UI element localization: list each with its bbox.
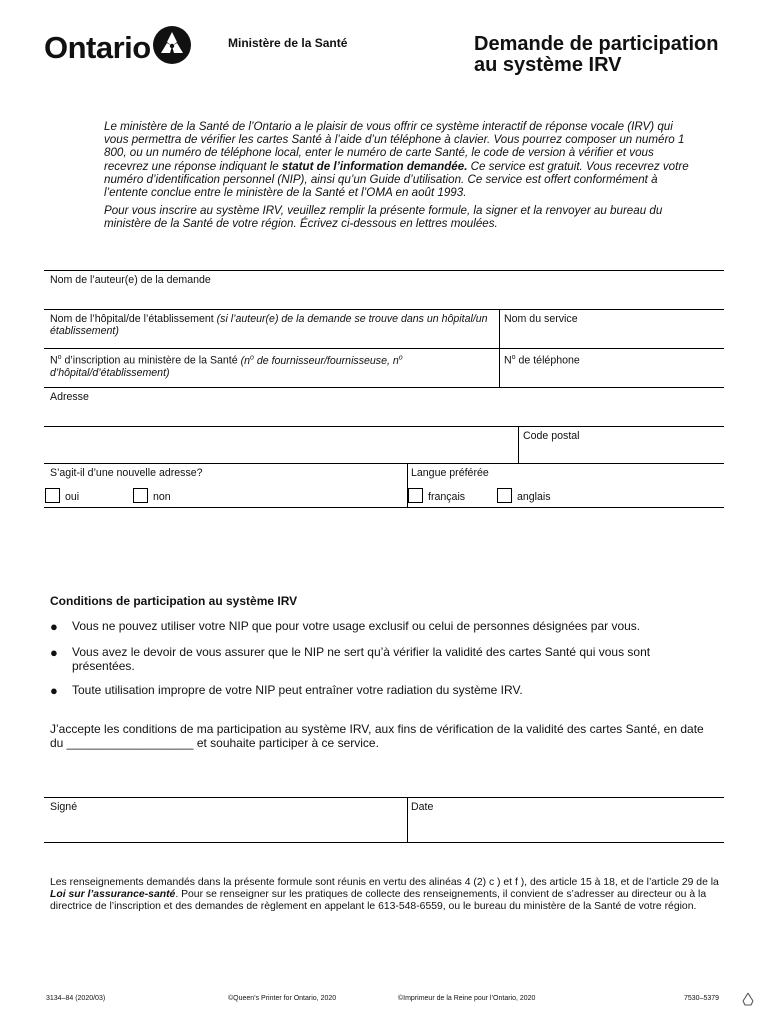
intro-paragraph-1: Le ministère de la Santé de l’Ontario a le plaisir de vous offrir ce système interactif de réponse vocale (IRV) qui vous permettra de vérifier les cartes Santé à l’aide d’un téléphone à clavier. Vous pourrez composer un numéro 1 800, ou un numéro de téléphone local, enter le numéro de carte Santé, le code de version à vérifier et vous recevrez une réponse indiquant le statut de l’information demandée. Ce service est gratuit. Vous recevrez votre numéro d’identification personnel (NIP), ainsi qu’un Guide d’utilisation. Ce service est offert conformément à l’entente conclue entre le ministère de la Santé et l’OMA en août 1993. [104,120,689,200]
yes-label: oui [65,491,80,503]
acceptance-statement: J’accepte les conditions de ma participation au système IRV, aux fins de vérification de la validité des cartes Santé, en date du ___________________ et souhaite participer à ce service. [50,722,704,750]
form-title [474,34,754,76]
form-line [44,426,724,427]
form-line [44,507,724,508]
french-checkbox[interactable] [408,488,423,503]
date-label: Date [411,801,434,813]
form-divider [407,797,408,842]
intro-text [104,120,694,236]
hospital-name-label: Nom de l’hôpital/de l’établissement (si l’auteur(e) de la demande se trouve dans un hôpital/un établissement) [50,313,488,337]
no-checkbox[interactable] [133,488,148,503]
form-line [44,387,724,388]
form-number: 3134–84 (2020/03) [46,995,106,1002]
condition-item: ● Vous avez le devoir de vous assurer que le NIP ne sert qu’à vérifier la validité des cartes Santé qui vous sont présentées. [50,645,651,673]
english-label: anglais [517,491,551,503]
ministry-name: Ministère de la Santé [228,36,348,50]
copyright-english: ©Queen’s Printer for Ontario, 2020 [228,995,337,1002]
french-label: français [428,491,466,503]
postal-code-label: Code postal [523,430,580,442]
bullet-icon: ● [50,683,58,698]
form-divider [518,426,519,463]
registration-number-label: $N^o$ d’inscription au ministère de la Santé ($n^o$ de fournisseur/fournisseuse, $n^o$ d’hôpital/d’établissement) [50,354,403,379]
yes-checkbox[interactable] [45,488,60,503]
english-checkbox[interactable] [497,488,512,503]
condition-item: ● Toute utilisation impropre de votre NIP peut entraîner votre radiation du système IRV. [50,683,523,698]
new-address-question: S’agit-il d’une nouvelle adresse? [50,467,203,479]
address-label: Adresse [50,391,89,403]
form-title-line1: Demande de participation [474,33,719,55]
form-line [44,270,724,271]
form-line [44,463,724,464]
recycle-icon [740,991,756,1007]
form-code: 7530–5379 [684,995,720,1002]
trillium-logo-icon [152,25,192,65]
no-label: non [153,491,171,503]
form-line [44,797,724,798]
conditions-title: Conditions de participation au système IRV [50,594,298,608]
privacy-notice: Les renseignements demandés dans la présente formule sont réunis en vertu des alinéas 4 (2) c ) et f ), des article 15 à 18, et de l’article 29 de la Loi sur l’assurance-santé. Pour se renseigner sur les pratiques de collecte des renseignements, il convient de s’adresser au directeur ou à la directrice de l’inscription et des demandes de règlement en appelant le 613-548-6559, ou le bureau du ministère de la Santé de votre région. [50,877,719,913]
applicant-name-label: Nom de l’auteur(e) de la demande [50,274,211,286]
form-line [44,309,724,310]
intro-paragraph-2: Pour vous inscrire au système IRV, veuillez remplir la présente formule, la signer et la renvoyer au bureau du ministère de la Santé de votre région. Écrivez ci-dessous en lettres moulées. [104,204,663,231]
phone-number-label: $N^o$ de téléphone [504,354,580,367]
copyright-french: ©Imprimeur de la Reine pour l’Ontario, 2020 [398,995,536,1002]
form-line [44,842,724,843]
condition-item: ● Vous ne pouvez utiliser votre NIP que pour votre usage exclusif ou celui de personnes désignées par vous. [50,619,641,634]
ontario-logo-text: Ontario [44,30,151,65]
form-title-line2: au système IRV [474,54,622,76]
form-line [44,348,724,349]
bullet-icon: ● [50,645,58,660]
service-name-label: Nom du service [504,313,578,325]
language-label: Langue préférée [411,467,489,479]
bullet-icon: ● [50,619,58,634]
signature-label: Signé [50,801,78,813]
